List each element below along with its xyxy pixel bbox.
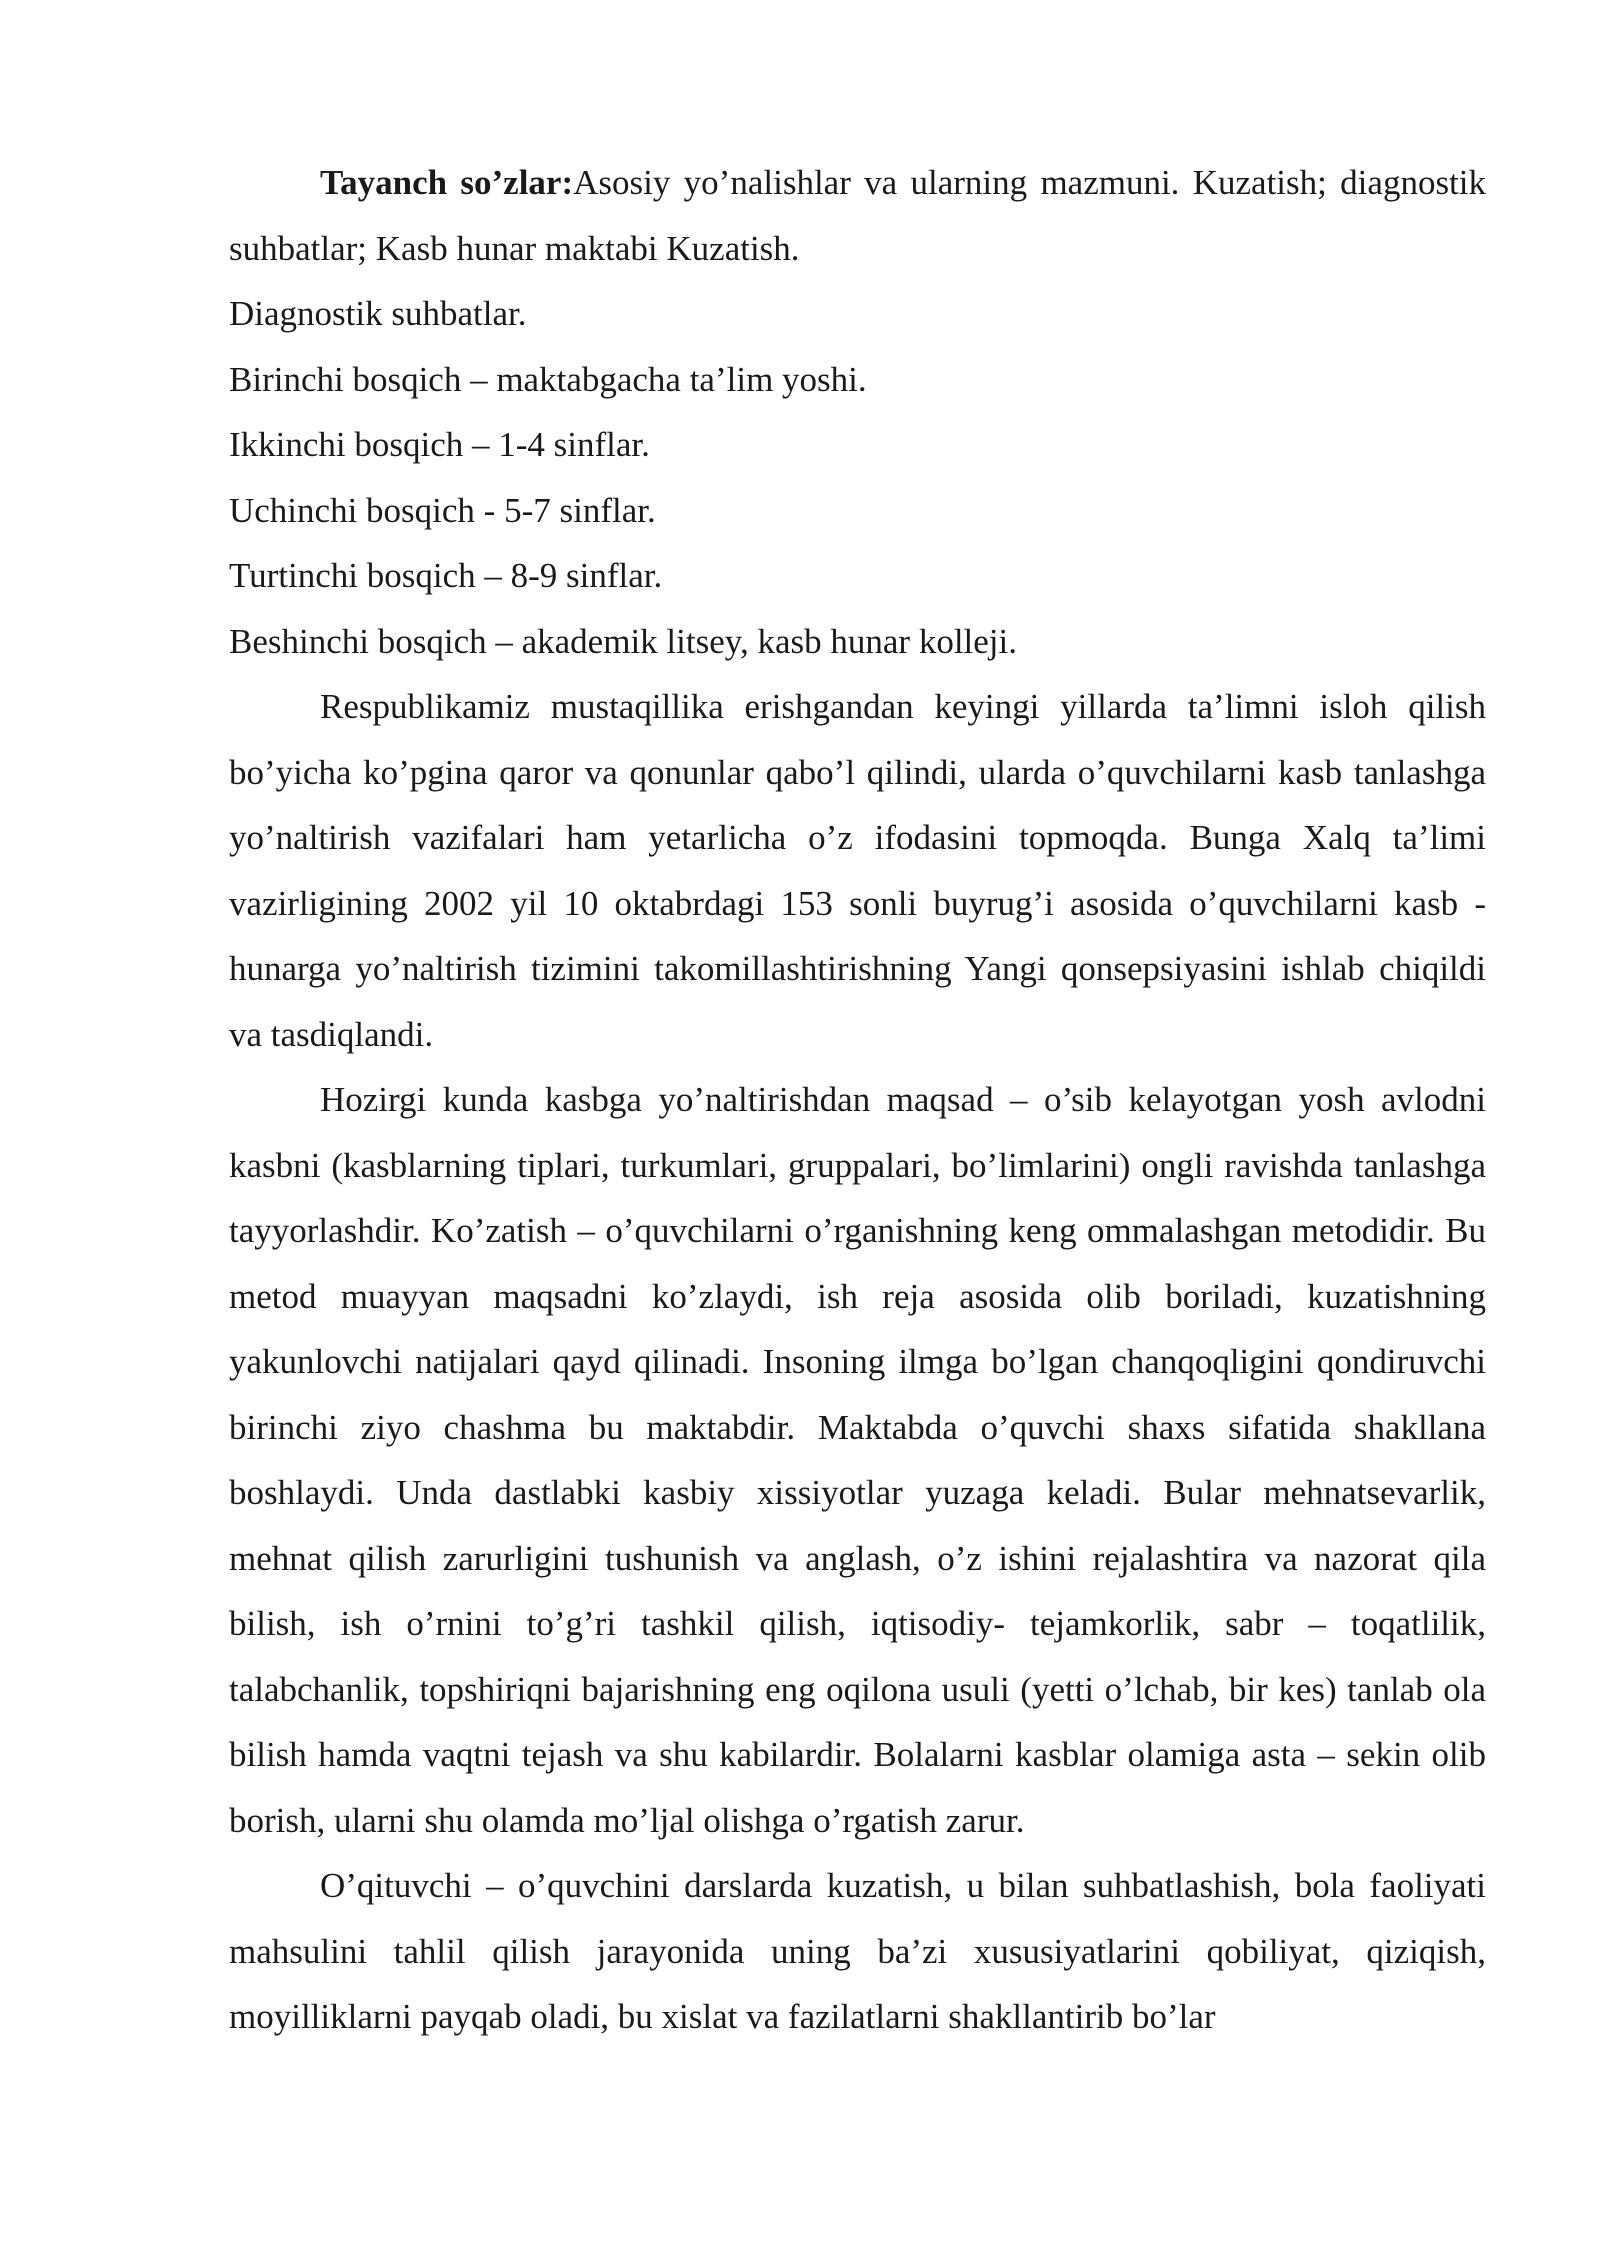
document-page <box>229 150 1486 2050</box>
keywords-paragraph <box>229 150 1486 281</box>
keywords-label: Tayanch so’zlar: <box>320 163 574 202</box>
stage-line-4: Turtinchi bosqich – 8-9 sinflar. <box>229 556 663 595</box>
body-paragraph: Respublikamiz mustaqillika erishgandan keyingi yillarda ta’limni isloh qilish bo’yicha ko’pgina qaror va qonunlar qabo’l qilindi, ularda o’quvchilarni kasb tanlashga yo’naltirish vazifalari ham yetarlicha o’z ifodasini topmoqda. Bunga Xalq ta’limi vazirligining 2002 yil 10 oktabrdagi 153 sonli buyrug’i asosida o’quvchilarni kasb - hunarga yo’naltirish tizimini takomillashtirishning Yangi qonsepsiyasini ishlab chiqildi va tasdiqlandi. <box>229 687 1486 1054</box>
stage-line-5: Beshinchi bosqich – akademik litsey, kasb hunar kolleji. <box>229 621 1017 661</box>
text-line: Diagnostik suhbatlar. <box>229 294 527 333</box>
keywords-text: Asosiy yo’nalishlar va ularning mazmuni. Kuzatish; diagnostik suhbatlar; Kasb hunar maktabi Kuzatish. <box>229 163 1487 268</box>
body-paragraph: O’qituvchi – o’quvchini darslarda kuzatish, u bilan suhbatlashish, bola faoliyati mahsulini tahlil qilish jarayonida uning ba’zi xususiyatlarini qobiliyat, qiziqish, moyilliklarni payqab oladi, bu xislat va fazilatlarni shakllantirib bo’lar <box>229 1866 1486 2036</box>
stage-line-3: Uchinchi bosqich - 5-7 sinflar. <box>229 490 656 530</box>
stage-line-2: Ikkinchi bosqich – 1-4 sinflar. <box>229 425 650 464</box>
stage-line-1: Birinchi bosqich – maktabgacha ta’lim yoshi. <box>229 359 867 399</box>
body-paragraph: Hozirgi kunda kasbga yo’naltirishdan maqsad – o’sib kelayotgan yosh avlodni kasbni (kasblarning tiplari, turkumlari, gruppalari, bo’limlarini) ongli ravishda tanlashga tayyorlashdir. Ko’zatish – o’quvchilarni o’rganishning keng ommalashgan metodidir. Bu metod muayyan maqsadni ko’zlaydi, ish reja asosida olib boriladi, kuzatishning yakunlovchi natijalari qayd qilinadi. Insoning ilmga bo’lgan chanqoqligini qondiruvchi birinchi ziyo chashma bu maktabdir. Maktabda o’quvchi shaxs sifatida shakllana boshlaydi. Unda dastlabki kasbiy xissiyotlar yuzaga keladi. Bular mehnatsevarlik, mehnat qilish zarurligini tushunish va anglash, o’z ishini rejalashtira va nazorat qila bilish, ish o’rnini to’g’ri tashkil qilish, iqtisodiy- tejamkorlik, sabr – toqatlilik, talabchanlik, topshiriqni bajarishning eng oqilona usuli (yetti o’lchab, bir kes) tanlab ola bilish hamda vaqtni tejash va shu kabilardir. Bolalarni kasblar olamiga asta – sekin olib borish, ularni shu olamda mo’ljal olishga o’rgatish zarur. <box>229 1080 1486 1840</box>
